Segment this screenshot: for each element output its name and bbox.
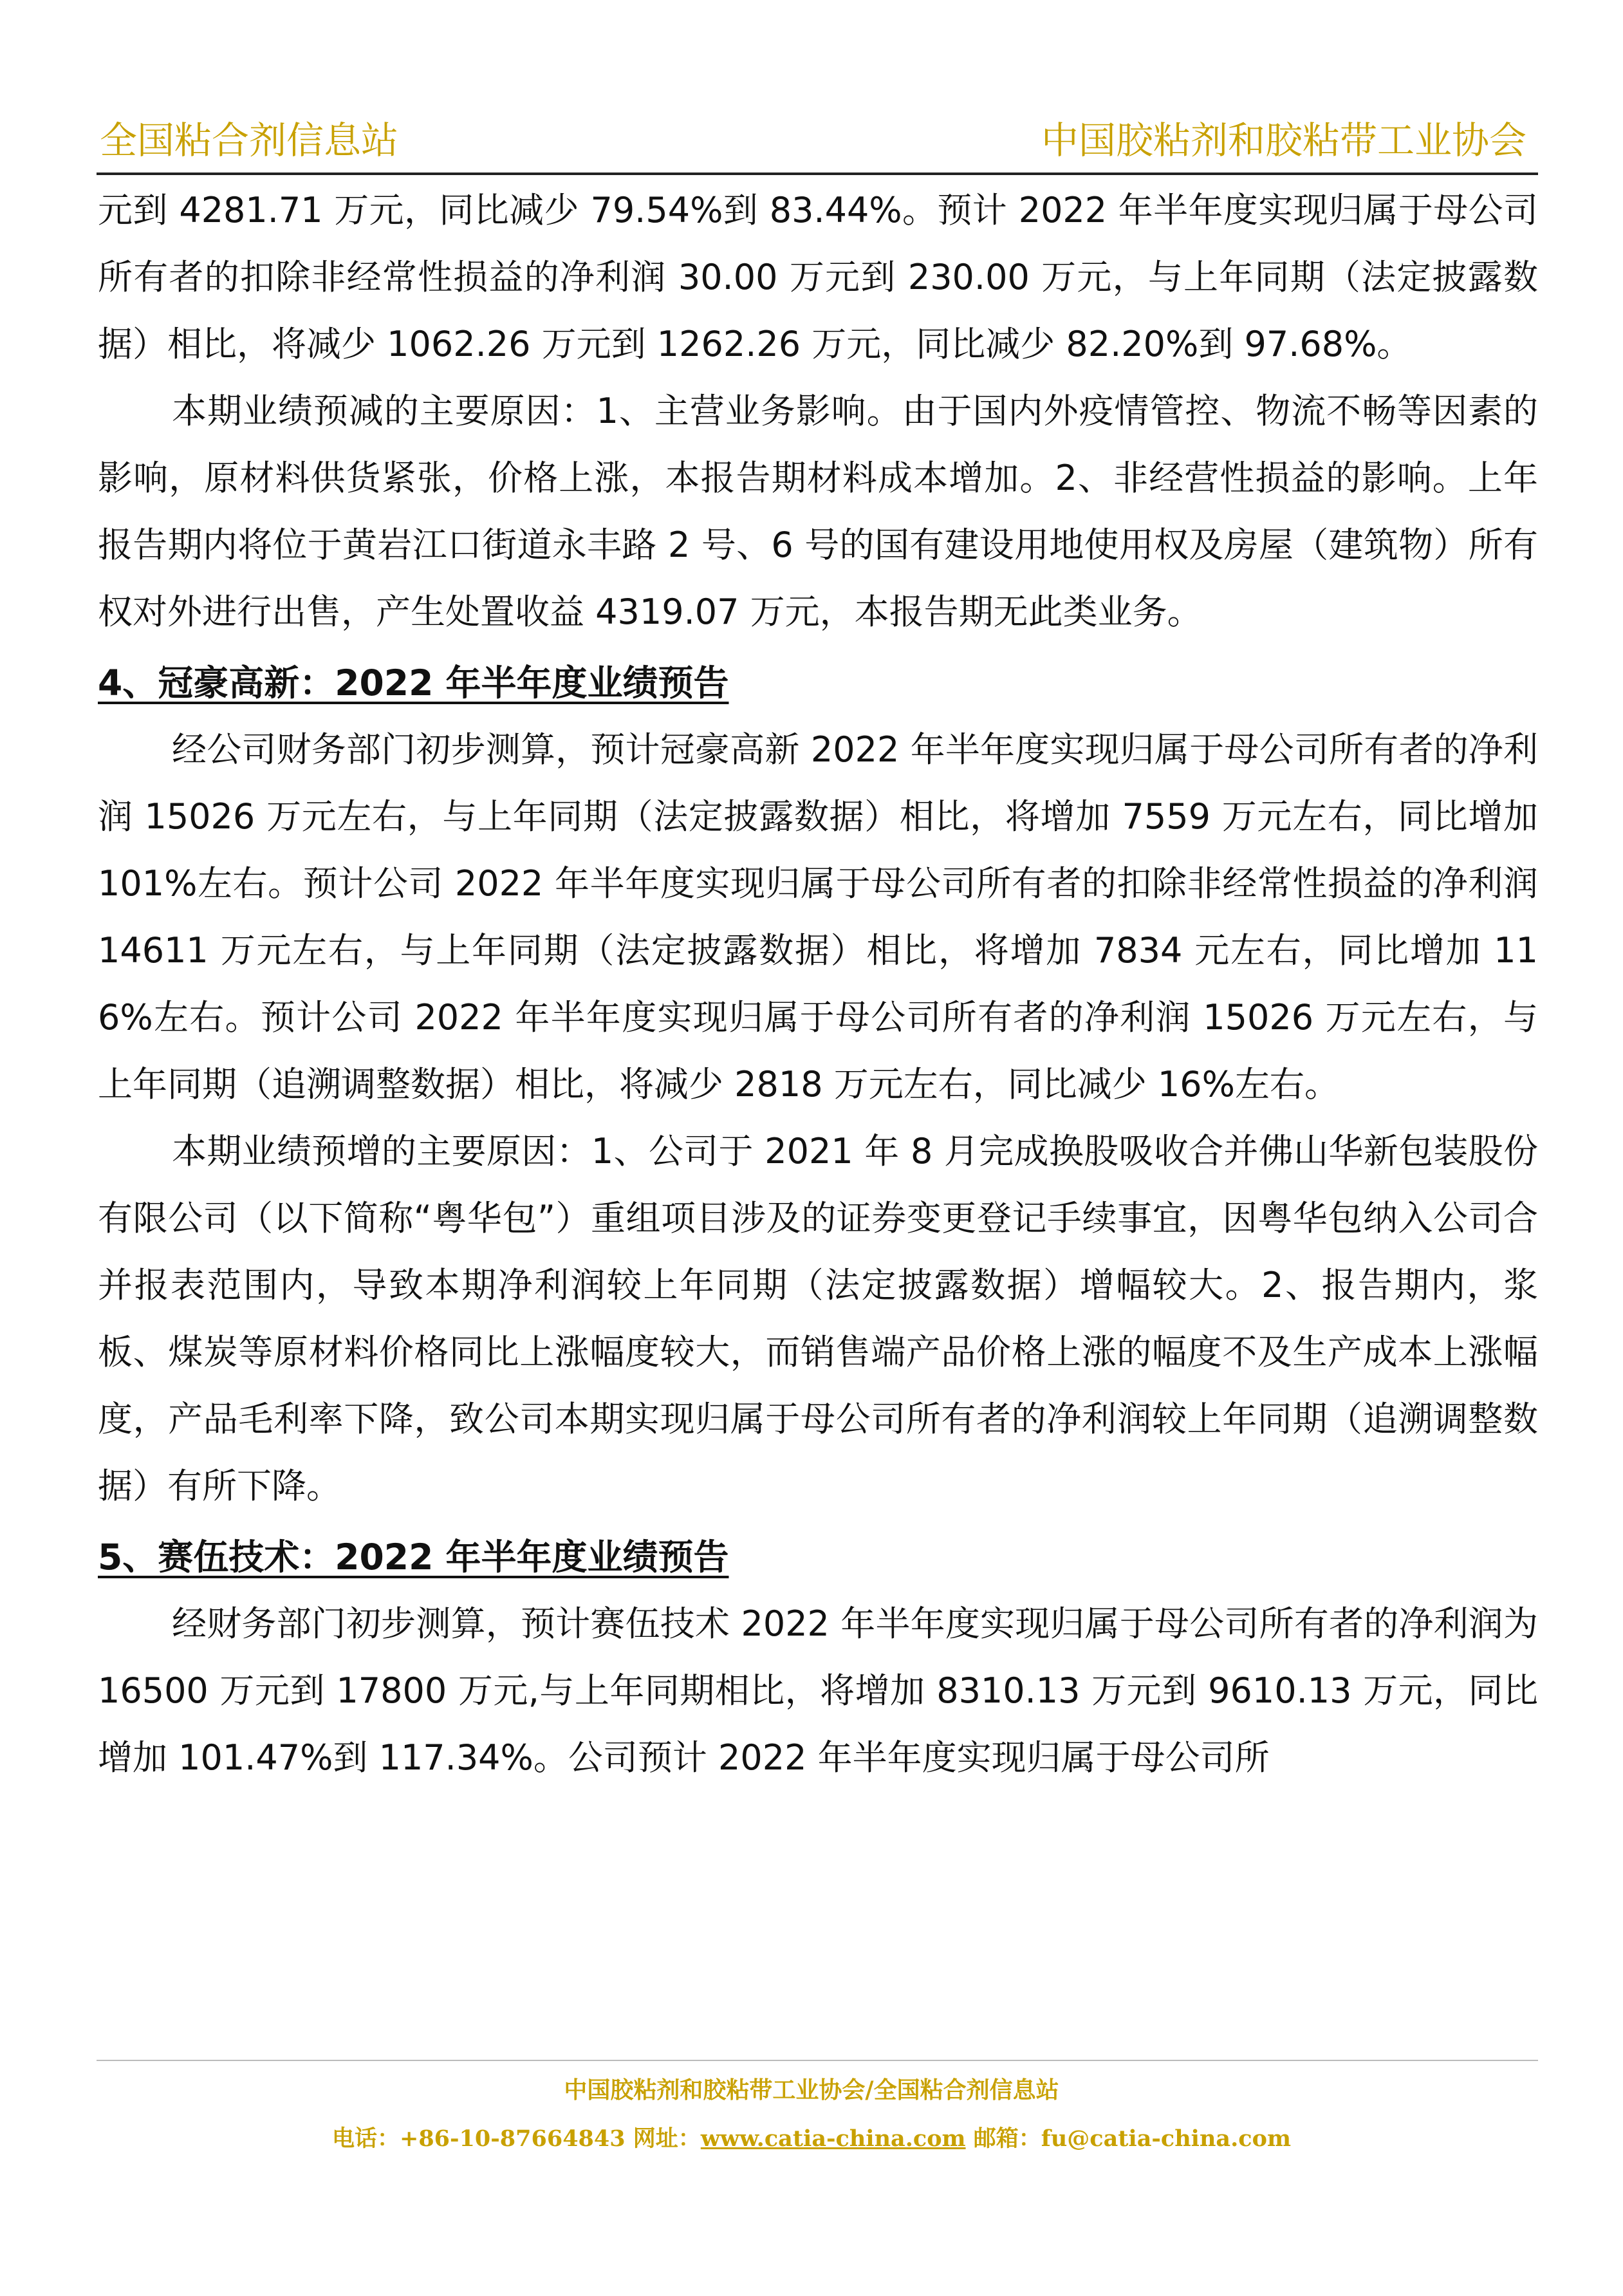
footer-divider [97, 2060, 1538, 2061]
paragraph-guanhao-reason: 本期业绩预增的主要原因：1、公司于 2021 年 8 月完成换股吸收合并佛山华新包装股份有限公司（以下简称“粤华包”）重组项目涉及的证券变更登记手续事宜，因粤华包纳入公司合并报表范围内，导致本期净利润较上年同期（法定披露数据）增幅较大。2、报告期内，浆板、煤炭等原材料价格同比上涨幅度较大，而销售端产品价格上涨的幅度不及生产成本上涨幅度，产品毛利率下降，致公司本期实现归属于母公司所有者的净利润较上年同期（追溯调整数据）有所下降。 [98, 1131, 1538, 1506]
paragraph-continuation: 元到 4281.71 万元，同比减少 79.54%到 83.44%。预计 2022 年半年度实现归属于母公司所有者的扣除非经常性损益的净利润 30.00 万元到 230.00 万元，与上年同期（法定披露数据）相比，将减少 1062.26 万元到 1262.26 万元，同比减少 82.20%到 97.68%。 [98, 190, 1538, 364]
footer-organization: 中国胶粘剂和胶粘带工业协会/全国粘合剂信息站 [564, 2077, 1059, 2104]
footer-email: 邮箱：fu@catia-china.com [965, 2125, 1291, 2152]
document-body [98, 177, 1538, 1791]
footer-website-link[interactable]: www.catia-china.com [700, 2125, 966, 2152]
paragraph-saiwu-forecast: 经财务部门初步测算，预计赛伍技术 2022 年半年度实现归属于母公司所有者的净利润为 16500 万元到 17800 万元,与上年同期相比，将增加 8310.13 万元到 9610.13 万元，同比增加 101.47%到 117.34%。公司预计 2022 年半年度实现归属于母公司所 [98, 1603, 1538, 1778]
paragraph-reason-decrease: 本期业绩预减的主要原因：1、主营业务影响。由于国内外疫情管控、物流不畅等因素的影响，原材料供货紧张，价格上涨，本报告期材料成本增加。2、非经营性损益的影响。上年报告期内将位于黄岩江口街道永丰路 2 号、6 号的国有建设用地使用权及房屋（建筑物）所有权对外进行出售，产生处置收益 4319.07 万元，本报告期无此类业务。 [98, 391, 1538, 632]
section-heading-saiwu: 5、赛伍技术：2022 年半年度业绩预告 [98, 1536, 729, 1578]
header-association-name: 中国胶粘剂和胶粘带工业协会 [1041, 118, 1526, 162]
paragraph-guanhao-forecast: 经公司财务部门初步测算，预计冠豪高新 2022 年半年度实现归属于母公司所有者的净利润 15026 万元左右，与上年同期（法定披露数据）相比，将增加 7559 万元左右，同比增加 101%左右。预计公司 2022 年半年度实现归属于母公司所有者的扣除非经常性损益的净利润 14611 万元左右，与上年同期（法定披露数据）相比，将增加 7834 元左右，同比增加 116%左右。预计公司 2022 年半年度实现归属于母公司所有者的净利润 15026 万元左右，与上年同期（追溯调整数据）相比，将减少 2818 万元左右，同比减少 16%左右。 [98, 729, 1538, 1105]
footer-phone: 电话：+86-10-87664843 网址： [332, 2125, 701, 2152]
footer-contact [0, 2123, 1623, 2155]
header-site-name: 全国粘合剂信息站 [100, 118, 399, 162]
section-heading-guanhao: 4、冠豪高新：2022 年半年度业绩预告 [98, 662, 729, 704]
header-divider [97, 173, 1538, 175]
